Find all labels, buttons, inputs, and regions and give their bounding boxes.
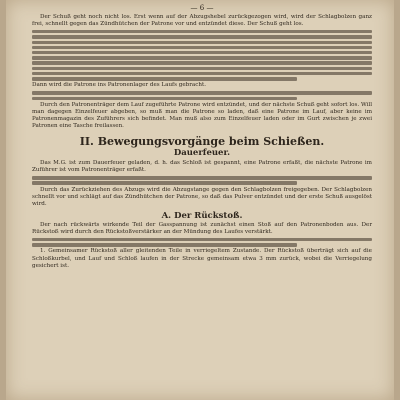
illegible-lines-1 bbox=[32, 30, 372, 81]
paragraph-3: Durch den Patronenträger dem Lauf zugeführte Patrone wird entzündet, und der nächste Schuß geht sofort los. Will man dagegen Einzelfeuer abgeben, so muß man die Patrone so laden, daß eine Patrone im Lauf, aber keine im Patronenmagazin des Zuführers sich befindet. Man muß also zum Einzelfeuer laden oder im Gurt zwischen je zwei Patronen eine Tasche freilassen. bbox=[32, 101, 372, 130]
dauerfeuer-paragraph-2: Durch das Zurückziehen des Abzugs wird die Abzugstange gegen den Schlagbolzen freigegeben. Der Schlagbolzen schnellt vor und schlägt auf das Zündhütchen der Patrone, so daß das Pulver entzündet und der erste Schuß ausgelöst wird. bbox=[32, 186, 372, 207]
dauerfeuer-paragraph-1: Das M.G. ist zum Dauerfeuer geladen, d. h. das Schloß ist gespannt, eine Patrone erfaßt, die nächste Patrone im Zuführer ist vom Patronenträger erfaßt. bbox=[32, 160, 372, 174]
subheading-dauerfeuer: Dauerfeuer. bbox=[173, 148, 231, 159]
page-number: — 6 — bbox=[190, 4, 214, 12]
illegible-lines-2 bbox=[32, 91, 372, 100]
document-page bbox=[6, 0, 394, 400]
recoil-paragraph-1: Der nach rückwärts wirkende Teil der Gasspannung ist zunächst einen Stoß auf den Patronenboden aus. Der Rückstoß wird durch den Rückstoßverstärker an der Mündung des Laufes verstärkt. bbox=[32, 221, 372, 236]
page-text bbox=[32, 4, 372, 270]
section-heading: II. Bewegungsvorgänge beim Schießen. bbox=[79, 135, 325, 149]
paragraph-2: Dann wird die Patrone ins Patronenlager des Laufs gebracht. bbox=[32, 82, 207, 89]
recoil-paragraph-2: 1. Gemeinsamer Rückstoß aller gleitenden Teile in verriegeltem Zustande. Der Rückstoß überträgt sich auf die Schloßkurbel, und Lauf und Schloß laufen in der Strecke gemeinsam etwa 3 mm zurück, wobei die Verriegelung gesichert ist. bbox=[32, 248, 372, 269]
paragraph-1: Der Schuß geht noch nicht los. Erst wenn auf der Abzugshebel zurückgezogen wird, wird der Schlagbolzen ganz frei, schnellt gegen das Zündhütchen der Patrone vor und entzündet diese. Der Schuß geht los. bbox=[32, 14, 372, 28]
illegible-lines-3 bbox=[32, 176, 372, 185]
subheading-recoil: A. Der Rückstoß. bbox=[161, 210, 243, 221]
illegible-lines-4 bbox=[32, 238, 372, 247]
